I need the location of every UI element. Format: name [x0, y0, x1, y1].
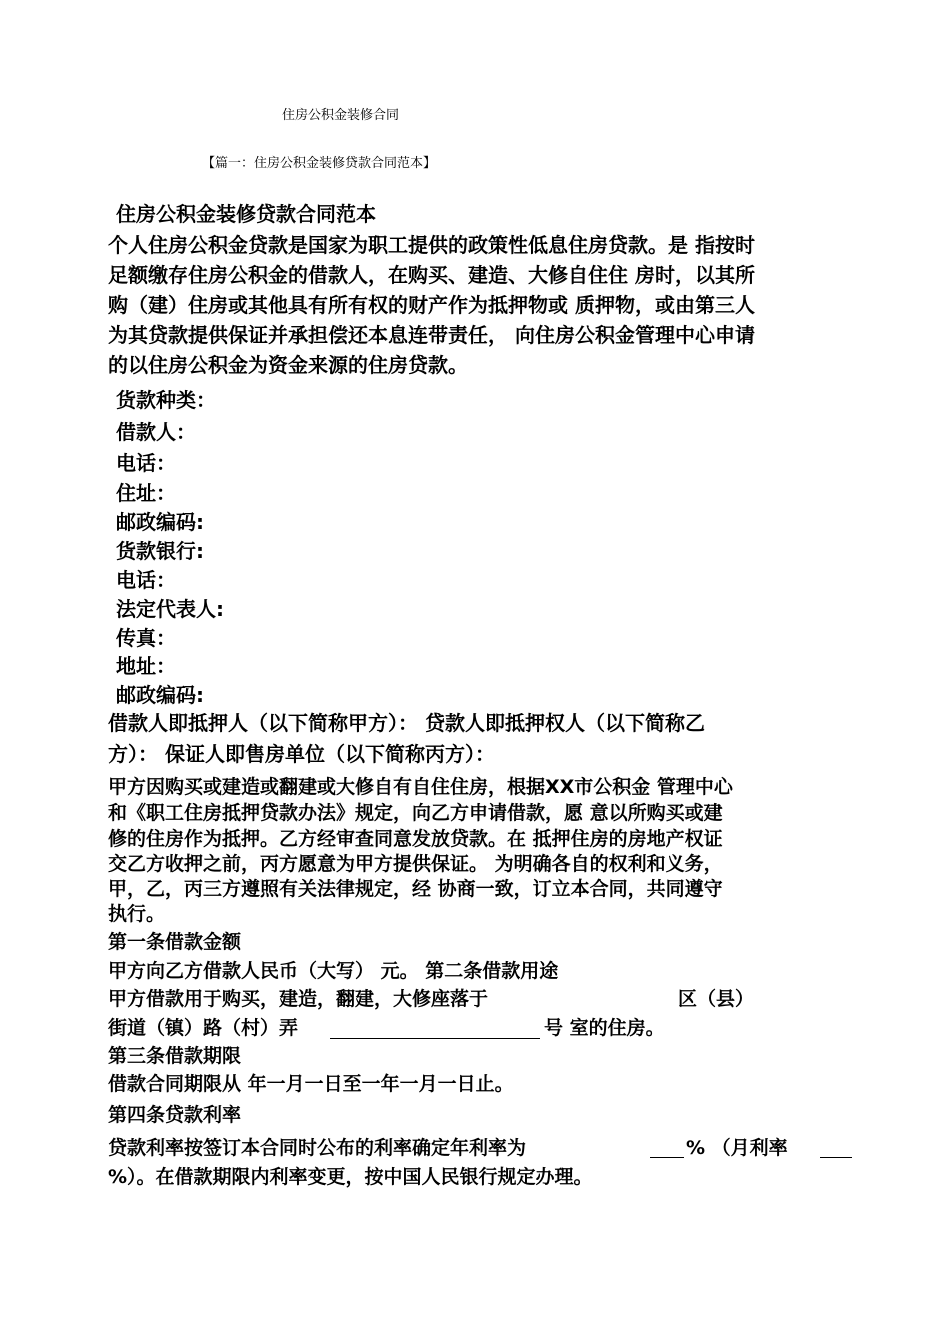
article-4-heading: 第四条贷款利率	[108, 1104, 242, 1126]
article-4-text-1: 贷款利率按签订本合同时公布的利率确定年利率为	[108, 1137, 527, 1159]
section-heading: 【篇一：住房公积金装修贷款合同范本】	[202, 156, 437, 171]
article-2-district: 区（县）	[678, 988, 755, 1010]
article-2-text: 甲方借款用于购买，建造，翻建，大修座落于	[108, 988, 489, 1010]
field-fax: 传真：	[116, 626, 176, 650]
article-3-heading: 第三条借款期限	[108, 1045, 242, 1067]
contract-title: 住房公积金装修贷款合同范本	[116, 202, 376, 226]
article-4-text-2: % （月利率	[686, 1137, 788, 1159]
field-postcode: 邮政编码:	[116, 510, 204, 534]
article-3-text: 借款合同期限从 年一月一日至一年一月一日止。	[108, 1073, 514, 1095]
article-2-room: 号 室的住房。	[544, 1017, 665, 1039]
preamble-line-1: 甲方因购买或建造或翻建或大修自有自住住房，根据XX市公积金 管理中心	[108, 776, 733, 798]
doc-title: 住房公积金装修合同	[282, 108, 400, 123]
street-blank	[330, 1020, 540, 1039]
intro-line-3: 购（建）住房或其他具有所有权的财产作为抵押物或 质押物，或由第三人	[108, 293, 755, 317]
article-2-street: 街道（镇）路（村）弄	[108, 1017, 299, 1039]
annual-rate-blank	[650, 1139, 684, 1158]
field-borrower: 借款人：	[116, 420, 196, 444]
intro-line-5: 的以住房公积金为资金来源的住房贷款。	[108, 353, 468, 377]
preamble-line-4: 交乙方收押之前，丙方愿意为甲方提供保证。 为明确各自的权利和义务，	[108, 853, 723, 875]
parties-line-2: 方）： 保证人即售房单位（以下简称丙方）：	[108, 742, 495, 766]
field-bank-postcode: 邮政编码:	[116, 683, 204, 707]
preamble-line-6: 执行。	[108, 903, 166, 925]
preamble-line-5: 甲，乙，丙三方遵照有关法律规定，经 协商一致，订立本合同，共同遵守	[108, 878, 723, 900]
preamble-line-3: 修的住房作为抵押。乙方经审查同意发放贷款。在 抵押住房的房地产权证	[108, 828, 723, 850]
field-phone: 电话：	[116, 451, 176, 475]
field-bank-phone: 电话：	[116, 568, 176, 592]
field-legal-rep: 法定代表人:	[116, 597, 224, 621]
article-4-text-3: %）。在借款期限内利率变更，按中国人民银行规定办理。	[108, 1166, 593, 1188]
intro-line-1: 个人住房公积金贷款是国家为职工提供的政策性低息住房贷款。是 指按时	[108, 233, 755, 257]
intro-line-2: 足额缴存住房公积金的借款人，在购买、建造、大修自住住 房时，以其所	[108, 263, 755, 287]
monthly-rate-blank	[820, 1139, 852, 1158]
field-bank-address: 地址：	[116, 654, 176, 678]
field-loan-type: 货款种类：	[116, 388, 216, 412]
parties-line-1: 借款人即抵押人（以下简称甲方）： 贷款人即抵押权人（以下简称乙	[108, 711, 705, 735]
field-address: 住址：	[116, 481, 176, 505]
article-1-heading: 第一条借款金额	[108, 931, 242, 953]
preamble-line-2: 和《职工住房抵押贷款办法》规定，向乙方申请借款，愿 意以所购买或建	[108, 802, 723, 824]
article-1-text: 甲方向乙方借款人民币（大写） 元。 第二条借款用途	[108, 960, 559, 982]
intro-line-4: 为其贷款提供保证并承担偿还本息连带责任， 向住房公积金管理中心申请	[108, 323, 755, 347]
field-bank: 货款银行:	[116, 539, 204, 563]
